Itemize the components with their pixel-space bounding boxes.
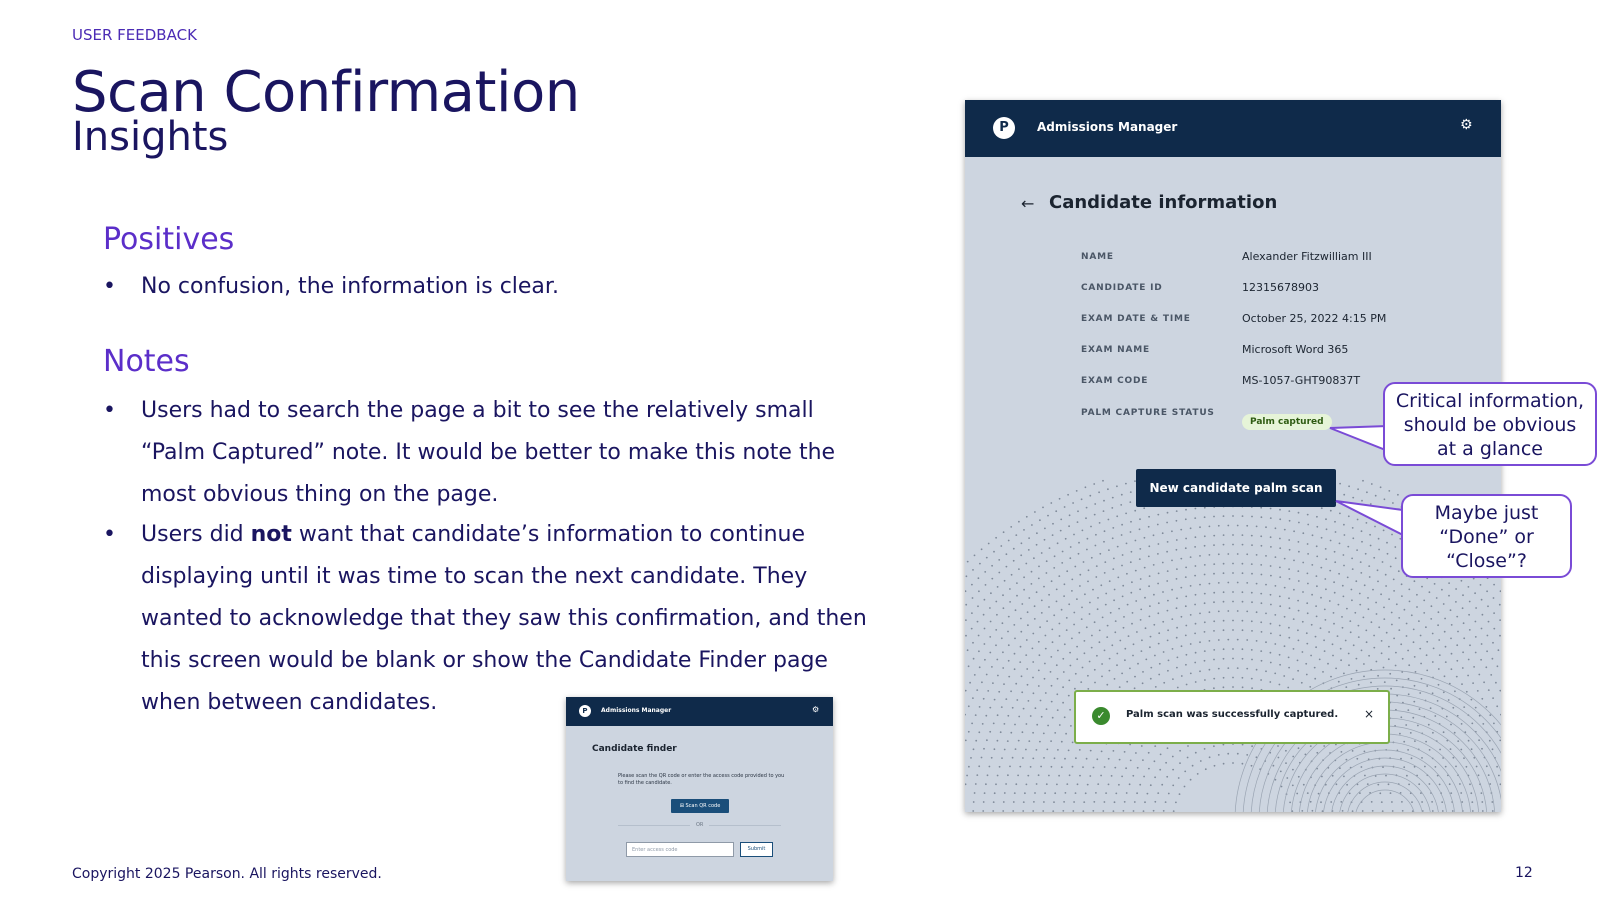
submit-button[interactable]: Submit — [740, 842, 773, 857]
note-line: this screen would be blank or show the Candidate Finder page — [141, 648, 828, 673]
back-arrow-icon[interactable]: ← — [1021, 194, 1035, 213]
field-value-candidate-id: 12315678903 — [1242, 281, 1319, 294]
note-text: Users did — [141, 522, 251, 547]
note-line: when between candidates. — [141, 690, 438, 715]
pearson-logo-icon: P — [993, 117, 1015, 139]
divider — [709, 825, 781, 826]
positive-item: No confusion, the information is clear. — [141, 274, 559, 299]
callout-line: Critical information, — [1395, 390, 1585, 412]
pearson-logo-icon: P — [579, 705, 591, 717]
new-candidate-palm-scan-button[interactable]: New candidate palm scan — [1136, 469, 1336, 507]
field-value-exam-date: October 25, 2022 4:15 PM — [1242, 312, 1387, 325]
field-label-name: NAME — [1081, 252, 1114, 262]
access-code-input[interactable]: Enter access code — [626, 842, 734, 857]
positives-heading: Positives — [103, 222, 235, 257]
callout-critical-information — [1383, 382, 1597, 466]
mini-instructions: Please scan the QR code or enter the access code provided to you to find the candidate. — [618, 773, 785, 786]
field-value-exam-code: MS-1057-GHT90837T — [1242, 374, 1361, 387]
field-label-exam-code: EXAM CODE — [1081, 376, 1149, 386]
field-label-candidate-id: CANDIDATE ID — [1081, 283, 1163, 293]
slide-subtitle: Insights — [72, 114, 229, 160]
callout-pointer-done — [1336, 501, 1403, 535]
field-label-palm-status: PALM CAPTURE STATUS — [1081, 408, 1215, 418]
bullet-icon: • — [103, 522, 116, 547]
mini-page-title: Candidate finder — [592, 744, 677, 754]
note-line: Users had to search the page a bit to see the relatively small — [141, 398, 814, 423]
divider — [618, 825, 690, 826]
mini-app-header — [566, 697, 833, 726]
callout-line: should be obvious — [1403, 414, 1577, 436]
eyebrow-label: USER FEEDBACK — [72, 26, 197, 44]
field-label-exam-name: EXAM NAME — [1081, 345, 1150, 355]
check-circle-icon: ✓ — [1092, 707, 1110, 725]
copyright-footer: Copyright 2025 Pearson. All rights reserved. — [72, 866, 382, 882]
mini-app-title: Admissions Manager — [601, 707, 672, 714]
callout-line: “Close”? — [1446, 550, 1527, 572]
note-line: displaying until it was time to scan the next candidate. They — [141, 564, 808, 589]
notes-heading: Notes — [103, 344, 190, 379]
note-emphasis: not — [250, 522, 292, 547]
bullet-icon: • — [103, 398, 116, 423]
field-value-exam-name: Microsoft Word 365 — [1242, 343, 1349, 356]
gear-icon[interactable]: ⚙ — [1460, 117, 1473, 133]
app-title: Admissions Manager — [1037, 120, 1178, 134]
note-line: wanted to acknowledge that they saw this confirmation, and then — [141, 606, 867, 631]
note-text: want that candidate’s information to continue — [291, 522, 805, 547]
callout-line: at a glance — [1437, 438, 1543, 460]
close-icon[interactable]: × — [1364, 707, 1375, 721]
candidate-finder-screenshot — [566, 697, 833, 881]
or-label: OR — [696, 822, 704, 828]
callout-done-or-close — [1401, 494, 1572, 578]
palm-captured-badge: Palm captured — [1242, 414, 1332, 430]
note-line: “Palm Captured” note. It would be better to make this note the — [141, 440, 836, 465]
callout-line: Maybe just — [1434, 502, 1539, 524]
field-label-exam-date: EXAM DATE & TIME — [1081, 314, 1191, 324]
note-line: most obvious thing on the page. — [141, 482, 499, 507]
toast-message: Palm scan was successfully captured. — [1126, 709, 1339, 720]
scan-qr-code-button[interactable]: ⊞ Scan QR code — [671, 799, 729, 813]
field-value-name: Alexander Fitzwilliam III — [1242, 250, 1372, 263]
page-number: 12 — [1515, 865, 1533, 881]
callout-line: “Done” or — [1439, 526, 1534, 548]
page-title: Candidate information — [1049, 192, 1278, 213]
slide-title: Scan Confirmation — [72, 60, 580, 125]
bullet-icon: • — [103, 274, 116, 299]
gear-icon[interactable]: ⚙ — [812, 705, 820, 714]
